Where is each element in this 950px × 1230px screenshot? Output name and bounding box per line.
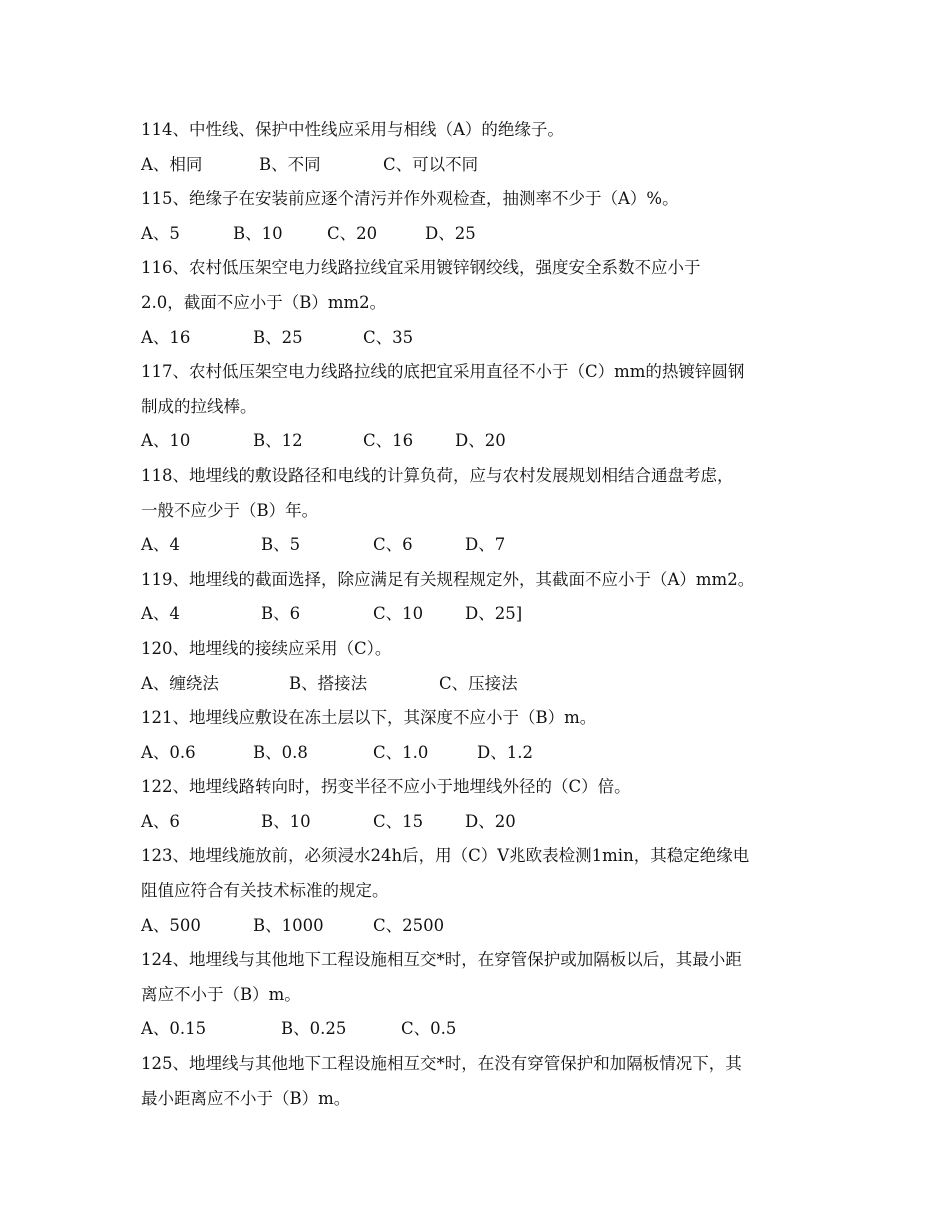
- question-block: [141, 113, 821, 182]
- question-text-continued: 阻值应符合有关技术标准的规定。: [141, 881, 389, 901]
- question-text-continued: 一般不应少于（B）年。: [141, 500, 319, 520]
- answer-option: A、500: [141, 915, 201, 935]
- question-block: [141, 459, 821, 563]
- answer-options: [141, 424, 821, 459]
- question-block: [141, 182, 821, 251]
- question-text-continued: 最小距离应不小于（B）m。: [141, 1088, 351, 1108]
- question-text-continued: 制成的拉线棒。: [141, 396, 257, 416]
- question-block: [141, 943, 821, 1047]
- question-block: [141, 632, 821, 701]
- question-text: 115、绝缘子在安装前应逐个清污并作外观检查，抽测率不少于（A）%。: [141, 189, 679, 209]
- question-text-continued: 离应不小于（B）m。: [141, 984, 301, 1004]
- answer-option: C、1.0: [373, 742, 429, 762]
- question-text: 120、地埋线的接续应采用（C）。: [141, 638, 392, 658]
- answer-option: A、6: [141, 811, 180, 831]
- answer-option: D、20: [465, 811, 516, 831]
- question-block: [141, 839, 821, 943]
- answer-option: D、7: [465, 535, 506, 555]
- question-block: [141, 251, 821, 355]
- question-text-continued: 2.0，截面不应小于（B）mm2。: [141, 292, 387, 312]
- answer-option: C、压接法: [439, 673, 518, 693]
- question-text: 118、地埋线的敷设路径和电线的计算负荷，应与农村发展规划相结合通盘考虑，: [141, 465, 734, 485]
- answer-option: B、5: [261, 535, 301, 555]
- answer-option: C、6: [373, 535, 413, 555]
- answer-options: [141, 217, 821, 252]
- answer-option: B、0.25: [281, 1019, 347, 1039]
- question-text: 122、地埋线路转向时，拐变半径不应小于地埋线外径的（C）倍。: [141, 777, 631, 797]
- answer-option: B、10: [261, 811, 311, 831]
- answer-options: [141, 597, 821, 632]
- answer-option: C、可以不同: [383, 154, 479, 174]
- answer-option: B、25: [253, 327, 303, 347]
- answer-option: A、0.6: [141, 742, 196, 762]
- question-text: 124、地埋线与其他地下工程设施相互交*时，在穿管保护或加隔板以后，其最小距: [141, 950, 742, 970]
- answer-option: A、相同: [141, 154, 203, 174]
- answer-option: B、1000: [253, 915, 324, 935]
- question-text: 119、地埋线的截面选择，除应满足有关规程规定外，其截面不应小于（A）mm2。: [141, 569, 755, 589]
- answer-option: C、15: [373, 811, 424, 831]
- question-text: 116、农村低压架空电力线路拉线宜采用镀锌钢绞线，强度安全系数不应小于: [141, 258, 701, 278]
- answer-options: [141, 321, 821, 356]
- answer-option: A、4: [141, 604, 180, 624]
- answer-option: C、2500: [373, 915, 445, 935]
- question-text: 114、中性线、保护中性线应采用与相线（A）的绝缘子。: [141, 120, 564, 139]
- question-text: 123、地埋线施放前，必须浸水24h后，用（C）V兆欧表检测1min，其稳定绝缘电: [141, 846, 750, 866]
- answer-option: C、20: [327, 223, 378, 243]
- answer-options: [141, 736, 821, 771]
- answer-options: [141, 528, 821, 563]
- answer-option: C、35: [363, 327, 414, 347]
- answer-option: C、0.5: [401, 1019, 457, 1039]
- answer-option: A、缠绕法: [141, 673, 219, 693]
- answer-options: [141, 1012, 821, 1047]
- answer-option: D、1.2: [477, 742, 533, 762]
- answer-option: D、20: [455, 431, 506, 451]
- answer-option: D、25: [425, 223, 476, 243]
- answer-option: A、0.15: [141, 1019, 207, 1039]
- question-block: [141, 770, 821, 839]
- answer-option: B、12: [253, 431, 303, 451]
- answer-option: A、5: [141, 223, 180, 243]
- question-block: [141, 701, 821, 770]
- answer-option: A、4: [141, 535, 180, 555]
- answer-option: A、10: [141, 431, 191, 451]
- answer-options: [141, 909, 821, 944]
- question-block: [141, 355, 821, 459]
- answer-option: B、0.8: [253, 742, 308, 762]
- question-text: 117、农村低压架空电力线路拉线的底把宜采用直径不小于（C）mm的热镀锌圆钢: [141, 362, 745, 382]
- question-text: 125、地埋线与其他地下工程设施相互交*时，在没有穿管保护和加隔板情况下，其: [141, 1054, 742, 1074]
- answer-option: B、6: [261, 604, 301, 624]
- answer-option: A、16: [141, 327, 191, 347]
- answer-option: C、16: [363, 431, 414, 451]
- document-page: [141, 113, 821, 1116]
- answer-option: B、10: [233, 223, 283, 243]
- answer-option: C、10: [373, 604, 424, 624]
- answer-options: [141, 667, 821, 702]
- question-block: [141, 1047, 821, 1116]
- answer-option: D、25]: [465, 604, 523, 624]
- answer-options: [141, 805, 821, 840]
- answer-option: B、不同: [259, 154, 321, 174]
- question-text: 121、地埋线应敷设在冻土层以下，其深度不应小于（B）m。: [141, 708, 597, 728]
- question-block: [141, 563, 821, 632]
- answer-option: B、搭接法: [289, 673, 368, 693]
- answer-options: [141, 148, 821, 183]
